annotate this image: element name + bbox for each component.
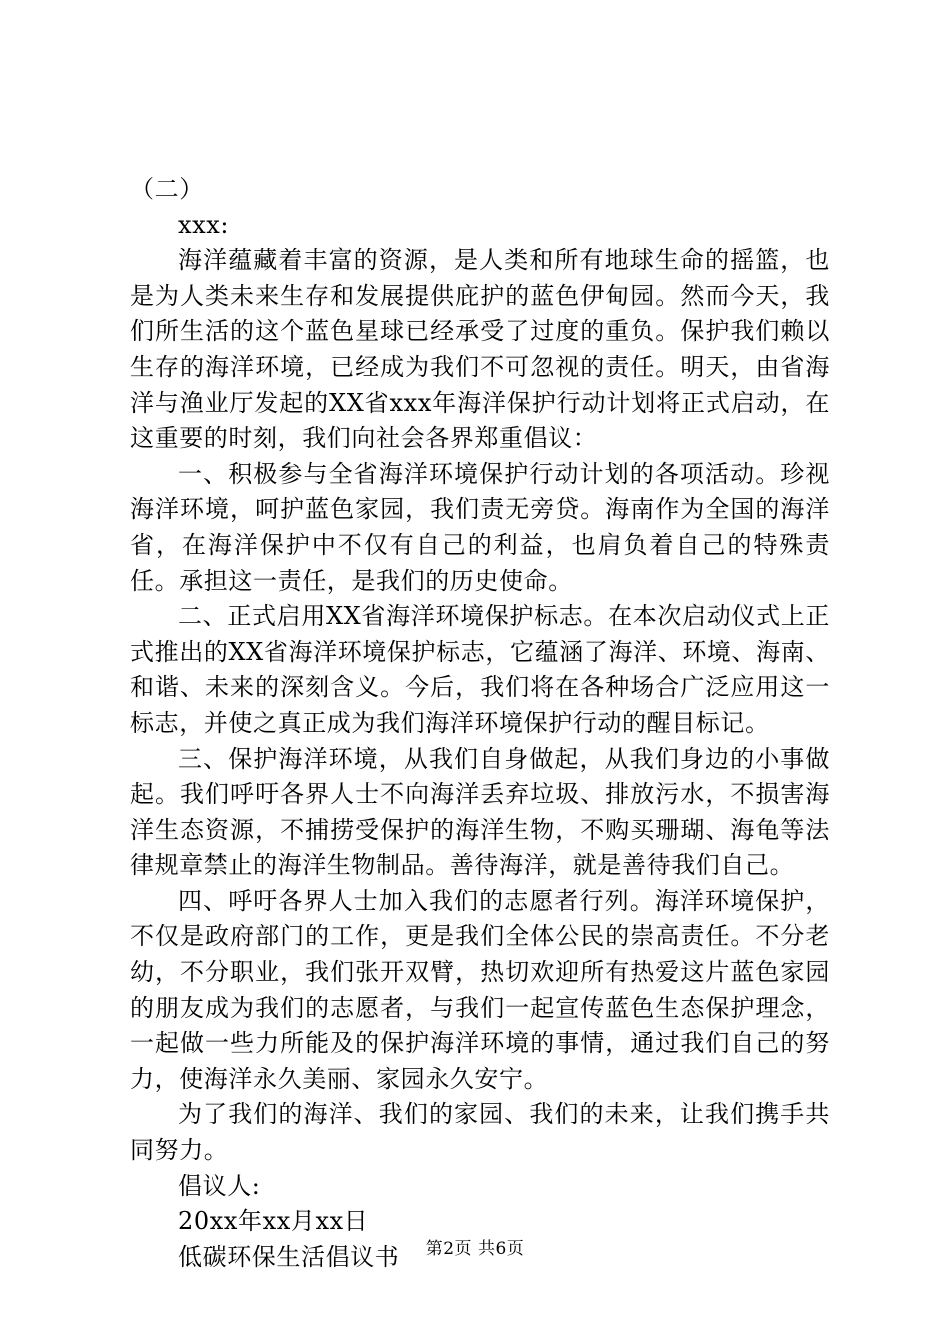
proposal-paragraph-2: 二、正式启用XX省海洋环境保护标志。在本次启动仪式上正式推出的XX省海洋环境保护标志，它蕴涵了海洋、环境、海南、和谐、未来的深刻含义。今后，我们将在各种场合广泛应用这一标志，并使之真正成为我们海洋环境保护行动的醒目标记。 xyxy=(130,602,830,737)
closing-paragraph: 为了我们的海洋、我们的家园、我们的未来，让我们携手共同努力。 xyxy=(130,1100,830,1165)
document-body xyxy=(130,172,830,1275)
proposal-paragraph-3: 三、保护海洋环境，从我们自身做起，从我们身边的小事做起。我们呼吁各界人士不向海洋丢弃垃圾、排放污水，不损害海洋生态资源，不捕捞受保护的海洋生物，不购买珊瑚、海龟等法律规章禁止的海洋生物制品。善待海洋，就是善待我们自己。 xyxy=(130,744,830,880)
page-footer xyxy=(0,1237,950,1261)
intro-paragraph: 海洋蕴藏着丰富的资源，是人类和所有地球生命的摇篮，也是为人类未来生存和发展提供庇护的蓝色伊甸园。然而今天，我们所生活的这个蓝色星球已经承受了过度的重负。保护我们赖以生存的海洋环境，已经成为我们不可忽视的责任。明天，由省海洋与渔业厅发起的XX省xxx年海洋保护行动计划将正式启动，在这重要的时刻，我们向社会各界郑重倡议： xyxy=(130,246,830,453)
document-date: 20xx年xx月xx日 xyxy=(178,1207,369,1236)
proposal-paragraph-1: 一、积极参与全省海洋环境保护行动计划的各项活动。珍视海洋环境，呵护蓝色家园，我们责无旁贷。海南作为全国的海洋省，在海洋保护中不仅有自己的利益，也肩负着自己的特殊责任。承担这一责任，是我们的历史使命。 xyxy=(130,459,830,595)
salutation: xxx: xyxy=(178,210,230,239)
signer-label: 倡议人: xyxy=(178,1171,261,1200)
page-number: 第2页 共6页 xyxy=(425,1239,525,1259)
proposal-paragraph-4: 四、呼吁各界人士加入我们的志愿者行列。海洋环境保护，不仅是政府部门的工作，更是我们全体公民的崇高责任。不分老幼，不分职业，我们张开双臂，热切欢迎所有热爱这片蓝色家园的朋友成为我们的志愿者，与我们一起宣传蓝色生态保护理念，一起做一些力所能及的保护海洋环境的事情，通过我们自己的努力，使海洋永久美丽、家园永久安宁。 xyxy=(130,886,830,1093)
next-document-title: 低碳环保生活倡议书 xyxy=(178,1242,400,1271)
section-heading: （二） xyxy=(130,175,204,203)
